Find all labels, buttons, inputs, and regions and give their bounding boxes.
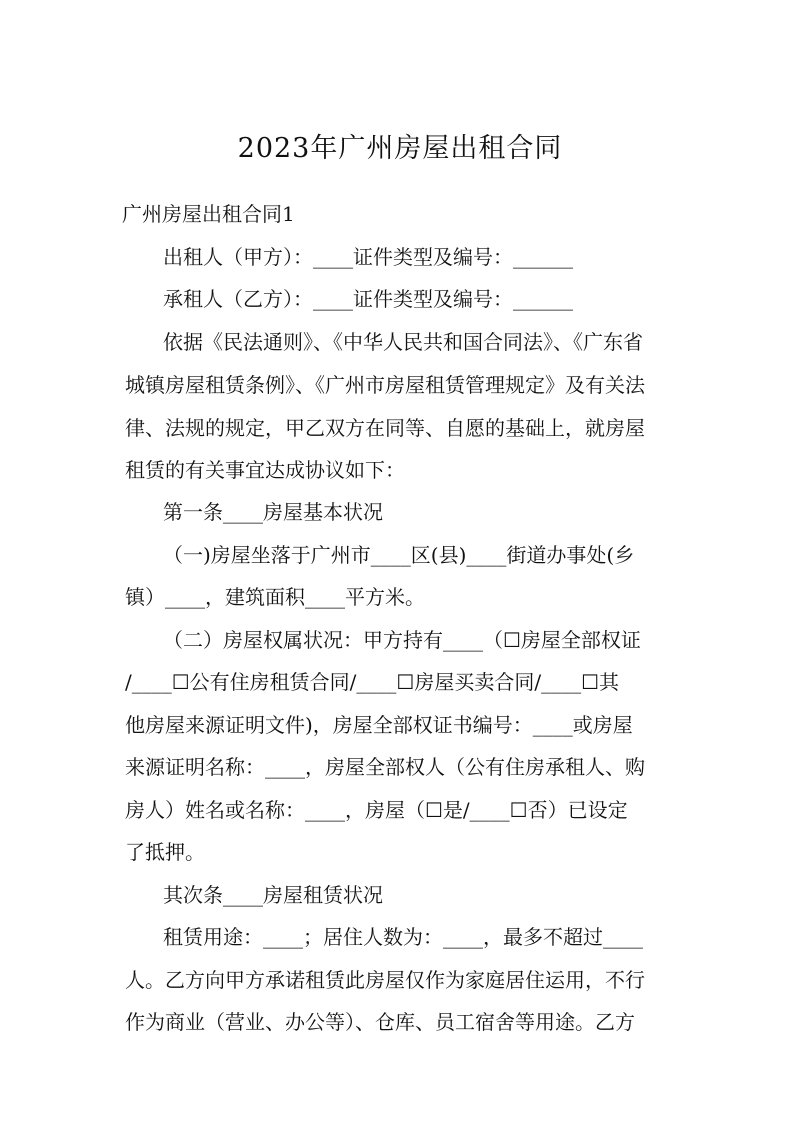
paragraph-line: 律、法规的规定，甲乙双方在同等、自愿的基础上，就房屋 xyxy=(125,416,645,440)
paragraph-line: 了抵押。 xyxy=(125,840,205,864)
paragraph-line: 城镇房屋租赁条例》、《广州市房屋租赁管理规定》及有关法 xyxy=(125,373,645,397)
lessee-line: 承租人（乙方）：____证件类型及编号：______ xyxy=(163,287,573,311)
article-heading: 其次条____房屋租赁状况 xyxy=(163,883,383,907)
paragraph-line: （二）房屋权属状况：甲方持有____（☐房屋全部权证 xyxy=(163,628,641,652)
paragraph-line: 依据《民法通则》、《中华人民共和国合同法》、《广东省 xyxy=(163,330,643,354)
document-title: 2023年广州房屋出租合同 xyxy=(237,133,563,164)
paragraph-line: 来源证明名称：____，房屋全部权人（公有住房承租人、购 xyxy=(125,755,645,779)
paragraph-line: 他房屋来源证明文件)，房屋全部权证书编号：____或房屋 xyxy=(125,713,633,737)
paragraph-line: /____☐公有住房租赁合同/____☐房屋买卖合同/____☐其 xyxy=(125,670,620,694)
paragraph-line: （一)房屋坐落于广州市____区(县)____街道办事处(乡 xyxy=(163,543,635,567)
paragraph-line: 作为商业（营业、办公等）、仓库、员工宿舍等用途。乙方 xyxy=(125,1010,635,1034)
paragraph-line: 租赁的有关事宜达成协议如下： xyxy=(125,458,405,482)
paragraph-line: 房人）姓名或名称：____，房屋（☐是/____☐否）已设定 xyxy=(125,798,628,822)
paragraph-line: 租赁用途：____；居住人数为：____，最多不超过____ xyxy=(163,925,643,949)
section-heading: 广州房屋出租合同1 xyxy=(122,202,295,226)
article-heading: 第一条____房屋基本状况 xyxy=(163,500,383,524)
paragraph-line: 人。乙方向甲方承诺租赁此房屋仅作为家庭居住运用，不行 xyxy=(125,968,645,992)
lessor-line: 出租人（甲方）：____证件类型及编号：______ xyxy=(163,245,573,269)
paragraph-line: 镇）____，建筑面积____平方米。 xyxy=(125,585,425,609)
